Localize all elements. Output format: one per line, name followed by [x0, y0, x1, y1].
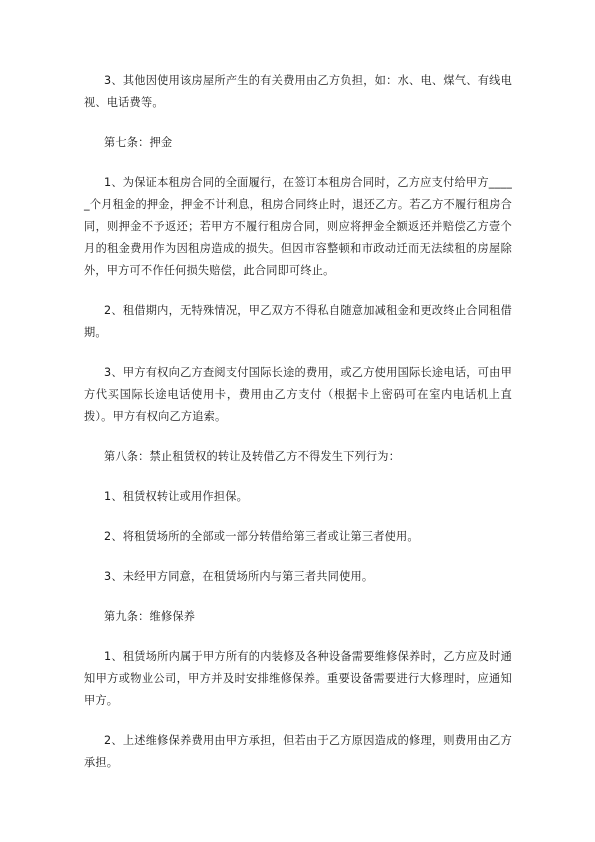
paragraph-gap — [84, 588, 512, 606]
article-9-item-2: 2、上述维修保养费用由甲方承担，但若由于乙方原因造成的修理，则费用由乙方承担。 — [84, 734, 512, 769]
paragraph-gap — [84, 154, 512, 172]
paragraph-gap — [84, 344, 512, 362]
article-8-item-3: 3、未经甲方同意，在租赁场所内与第三者共同使用。 — [104, 570, 374, 583]
document-body — [84, 70, 512, 774]
article-7-item-2: 2、租借期内，无特殊情况，甲乙双方不得私自随意加减租金和更改终止合同租借期。 — [84, 304, 512, 339]
article-8-heading: 第八条：禁止租赁权的转让及转借乙方不得发生下列行为： — [104, 450, 401, 463]
paragraph-gap — [84, 712, 512, 730]
article-7-heading: 第七条：押金 — [104, 136, 173, 149]
article-7-item-3: 3、甲方有权向乙方查阅支付国际长途的费用，或乙方使用国际长途电话，可由甲方代买国际长途电话使用卡，费用由乙方支付（根据卡上密码可在室内电话机上直拨）。甲方有权向乙方追索。 — [84, 366, 512, 423]
article-8-item-2: 2、将租赁场所的全部或一部分转借给第三者或让第三者使用。 — [104, 530, 419, 543]
paragraph-gap — [84, 548, 512, 566]
paragraph-gap — [84, 468, 512, 486]
paragraph-gap — [84, 508, 512, 526]
article-9-item-1: 1、租赁场所内属于甲方所有的内装修及各种设备需要维修保养时，乙方应及时通知甲方或物业公司，甲方并及时安排维修保养。重要设备需要进行大修理时，应通知甲方。 — [84, 650, 512, 707]
article-7-item-1: 1、为保证本租房合同的全面履行，在签订本租房合同时，乙方应支付给甲方_____个月租金的押金，押金不计利息，租房合同终止时，退还乙方。若乙方不履行租房合同，则押金不予返还；若甲方不履行租房合同，则应将押金全额返还并赔偿乙方壹个月的租金费用作为因租房造成的损失。但因市容整顿和市政动迁而无法续租的房屋除外，甲方可不作任何损失赔偿，此合同即可终止。 — [84, 176, 512, 277]
paragraph-gap — [84, 114, 512, 132]
article-8-item-1: 1、租赁权转让或用作担保。 — [104, 490, 248, 503]
article-9-heading: 第九条：维修保养 — [104, 610, 196, 623]
clause-6-item-3: 3、其他因使用该房屋所产生的有关费用由乙方负担，如：水、电、煤气、有线电视、电话费等。 — [84, 74, 512, 109]
paragraph-gap — [84, 628, 512, 646]
paragraph-gap — [84, 428, 512, 446]
paragraph-gap — [84, 282, 512, 300]
